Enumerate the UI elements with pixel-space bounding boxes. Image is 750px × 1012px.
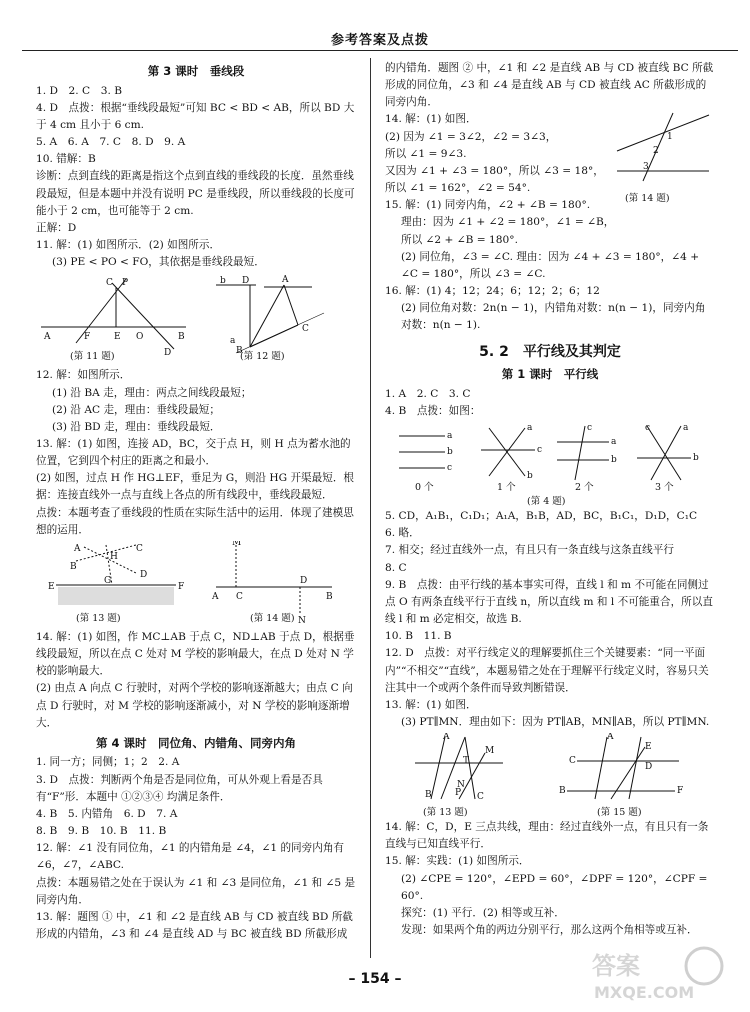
answer-line: (2) 由点 A 向点 C 行驶时，对两个学校的影响逐渐越大；由点 C 向点 D 行驶时，对 M 学校的影响逐渐减小，对 N 学校的影响逐渐增大． [36,682,353,729]
svg-text:c: c [645,423,651,434]
figure-4-label: 3 个 [655,482,674,494]
answer-line: 13. 解：题图 ① 中，∠1 和 ∠2 是直线 AB 与 CD 被直线 BD 所截形成的内错角，∠3 和 ∠4 是直线 AD 与 BC 被直线 BD 所截形成 [36,910,353,941]
figure-4-label: 1 个 [497,482,516,494]
answer-line: (2) 如图，过点 H 作 HG⊥EF，垂足为 G，则沿 HG 开渠最短．根据：连接直线外一点与直线上各点的所有线段中，垂线段最短． [36,472,355,502]
svg-text:G: G [104,575,112,586]
header-title: 参考答案及点拨 [330,33,429,48]
svg-text:F: F [178,581,185,592]
svg-text:B: B [559,786,566,797]
answer-line: 所以 ∠2 + ∠B = 180°. [401,233,518,246]
svg-text:c: c [447,463,453,474]
figure-13-caption: (第 13 题) [76,612,121,624]
answer-line: (3) 沿 BD 走，理由：垂线段最短． [52,420,221,433]
answer-line: 又因为 ∠1 + ∠3 = 180°，所以 ∠3 = 18°， [385,164,604,177]
svg-text:D: D [140,569,148,580]
answer-line: (3) PE < PO < FO，其依据是垂线段最短． [52,256,265,269]
answer-line: 15. 解：实践：(1) 如图所示． [385,855,530,868]
answer-line: 点拨：本题考查了垂线段的性质在实际生活中的运用．体现了建模思想的运用． [36,506,354,536]
svg-text:M: M [485,746,495,757]
svg-text:A: A [74,543,81,554]
svg-text:T: T [463,756,470,767]
svg-text:D: D [645,762,653,773]
svg-text:F: F [84,332,91,343]
svg-text:O: O [136,332,144,343]
svg-text:D: D [242,276,250,287]
section-title-parallel: 第 1 课时 平行线 [501,367,599,382]
svg-text:a: a [611,437,617,448]
answer-line: (2) ∠CPE = 120°，∠EPD = 60°，∠DPF = 120°，∠CPF = 60°. [401,872,708,902]
figure-4-label: 0 个 [415,482,434,494]
answer-line: (2) 沿 AC 走，理由：垂线段最短； [52,403,220,416]
svg-text:E: E [645,742,652,753]
svg-text:b: b [693,453,699,464]
figure-4-label: 2 个 [575,482,594,494]
answer-line: 4. B 5. 内错角 6. D 7. A [36,807,178,820]
svg-text:E: E [114,332,121,343]
figure-11-caption: (第 11 题) [70,351,115,363]
svg-text:C: C [302,324,309,335]
answer-line: 4. B 点拨：如图： [385,404,481,417]
answer-line: 13. 解：(1) 如图，连接 AD，BC，交于点 H，则 H 点为蓄水池的位置，它到四个村庄的距离之和最小． [36,437,351,468]
svg-text:B: B [326,591,333,602]
svg-text:B: B [178,332,185,343]
svg-text:c: c [537,445,543,456]
answer-line: 15. 解：(1) 同旁内角，∠2 + ∠B = 180°. [385,199,591,212]
svg-text:C: C [106,278,113,289]
answer-line: 6. 略． [385,527,420,540]
svg-text:A: A [443,733,450,743]
answer-line: 5. A 6. A 7. C 8. D 9. A [36,136,186,149]
figure-13-15 [385,733,715,817]
answer-line: 12. D 点拨：对平行线定义的理解要抓住三个关键要素：“同一平面内”“不相交”“直线”，本题易错之处在于理解平行线定义时，容易只关注其中一个或两个条件而导致判断错误． [385,647,709,694]
svg-text:a: a [447,431,453,442]
answer-line: 8. C [385,561,407,574]
svg-text:N: N [298,615,306,626]
svg-text:b: b [527,471,533,482]
figure-4-caption: (第 4 题) [527,496,566,508]
section-title-vertical-segment: 第 3 课时 垂线段 [147,64,245,78]
answer-line: 10. B 11. B [385,630,452,643]
svg-text:c: c [587,423,593,434]
svg-text:D: D [300,575,308,586]
answer-line: 8. B 9. B 10. B 11. B [36,825,167,838]
svg-text:b: b [447,447,453,458]
answer-line: 7. 相交；经过直线外一点，有且只有一条直线与这条直线平行 [385,544,674,557]
answer-line: 5. CD，A₁B₁，C₁D₁；A₁A，B₁B，AD，BC，B₁C₁，D₁D，C₁C [385,510,698,523]
answer-line: 1. D 2. C 3. B [36,84,122,97]
answer-line: 理由：因为 ∠1 + ∠2 = 180°，∠1 = ∠B， [401,216,615,229]
svg-text:a: a [230,336,236,347]
answer-line: (2) 同位角，∠3 = ∠C. 理由：因为 ∠4 + ∠3 = 180°，∠4 + ∠C = 180°，所以 ∠3 = ∠C. [401,250,700,280]
answer-line: (2) 同位角对数：2n(n − 1)，内错角对数：n(n − 1)，同旁内角对数：n(n − 1). [401,302,706,332]
svg-text:B: B [425,790,432,801]
svg-text:2: 2 [653,146,659,157]
answer-line: 12. 解：如图所示． [36,369,131,382]
answer-line: 11. 解：(1) 如图所示．(2) 如图所示． [36,239,221,252]
svg-text:C: C [477,792,484,803]
figure-12-caption: (第 12 题) [240,351,285,363]
svg-text:答案: 答案 [592,952,640,980]
svg-text:P: P [122,278,129,289]
answer-line: 13. 解：(1) 如图． [385,698,477,711]
svg-text:C: C [236,591,243,602]
figure-4 [385,422,715,506]
figure-14-right-drawing [613,111,713,191]
page-header [22,12,738,51]
section-title-angles: 第 4 课时 同位角、内错角、同旁内角 [95,735,296,750]
svg-text:B: B [236,346,243,357]
answer-line: (1) 沿 BA 走，理由：两点之间线段最短； [52,386,252,399]
answer-line: 16. 解：(1) 4；12；24；6；12；2；6；12 [385,285,600,298]
svg-text:H: H [110,551,118,562]
answer-line: 14. 解：(1) 如图． [385,113,477,126]
svg-text:b: b [220,276,226,287]
svg-text:F: F [677,786,684,797]
answer-line: (3) PT∥MN．理由如下：因为 PT∥AB，MN∥AB，所以 PT∥MN. [401,715,710,728]
figure-14-right-caption: (第 14 题) [625,193,670,205]
svg-text:P: P [455,788,462,799]
answer-line: 10. 错解：B [36,153,96,166]
answer-line: (2) 因为 ∠1 = 3∠2，∠2 = 3∠3， [385,130,557,143]
svg-text:1: 1 [667,132,673,143]
answer-line: 所以 ∠1 = 9∠3. [385,147,467,160]
svg-text:MXQE.COM: MXQE.COM [594,983,695,1002]
column-divider [370,58,371,958]
watermark-logo [586,944,736,1004]
q14-block [385,111,715,205]
answer-line: 1. 同一方；同侧；1；2 2. A [36,756,180,769]
answer-line: 14. 解：C，D，E 三点共线，理由：经过直线外一点，有且只有一条直线与已知直线平行． [385,821,709,851]
answer-line: 探究：(1) 平行．(2) 相等或互补． [401,906,565,919]
svg-text:B: B [70,561,77,572]
right-column [385,60,715,939]
answer-line: 所以 ∠1 = 162°，∠2 = 54°. [385,182,531,195]
svg-text:a: a [683,423,689,434]
figure-11-12 [36,273,356,365]
answer-line: 诊断：点到直线的距离是指这个点到直线的垂线段的长度．虽然垂线段最短，但是本题中并没有说明 PC 是垂线段，所以垂线段的长度可能小于 2 cm，也可能等于 2 cm. [36,170,355,217]
svg-text:A: A [212,591,219,602]
answer-line: 14. 解：(1) 如图，作 MC⊥AB 于点 C，ND⊥AB 于点 D，根据垂线段最短，所以在点 C 处对 M 学校的影响最大，在点 D 处对 N 学校的影响最大． [36,630,355,678]
svg-text:A: A [44,332,51,343]
svg-text:3: 3 [643,162,649,173]
svg-text:A: A [282,275,289,286]
svg-text:D: D [164,348,172,359]
answer-line: 发现：如果两个角的两边分别平行，那么这两个角相等或互补． [401,924,698,937]
svg-text:a: a [527,423,533,434]
answer-line: 正解：D [36,221,77,234]
answer-line: 3. D 点拨：判断两个角是否是同位角，可从外观上看是否具有“F”形．本题中 ①②③④ 均满足条件． [36,773,323,803]
figure-14-caption: (第 14 题) [250,612,295,624]
answer-line: 12. 解：∠1 没有同位角，∠1 的内错角是 ∠4，∠1 的同旁内角有 ∠6，∠7，∠ABC. [36,842,345,872]
answer-line: 的内错角．题图 ② 中，∠1 和 ∠2 是直线 AB 与 CD 被直线 BC 所截形成的同位角，∠3 和 ∠4 是直线 AB 与 CD 被直线 AC 所截形成的同旁内角． [385,62,714,109]
left-column [36,60,356,943]
svg-text:C: C [136,543,143,554]
answer-line: 4. D 点拨：根据“垂线段最短”可知 BC < BD < AB，所以 BD 大于 4 cm 且小于 6 cm. [36,101,355,131]
svg-text:N: N [457,780,465,791]
svg-text:C: C [569,756,576,767]
svg-text:A: A [607,733,614,743]
chapter-title: 5. 2 平行线及其判定 [479,343,621,360]
answer-line: 1. A 2. C 3. C [385,387,471,400]
svg-text:b: b [611,455,617,466]
page-number: – 154 – [348,971,402,987]
figure-13-14 [36,541,356,627]
figure-15-caption: (第 15 题) [597,807,642,819]
svg-text:E: E [48,581,55,592]
answer-line: 点拨：本题易错之处在于误认为 ∠1 和 ∠3 是同位角，∠1 和 ∠5 是同旁内角． [36,876,356,906]
svg-text:M: M [232,540,242,548]
figure-13-right-caption: (第 13 题) [423,807,468,819]
figure-13-15-drawing [385,733,715,803]
answer-line: 9. B 点拨：由平行线的基本事实可得，直线 l 和 m 不可能在同侧过点 O 有两条直线平行于直线 n，所以直线 m 和 l 不可能重合，所以直线 l 和 m 必定相交，故选 B. [385,578,713,626]
